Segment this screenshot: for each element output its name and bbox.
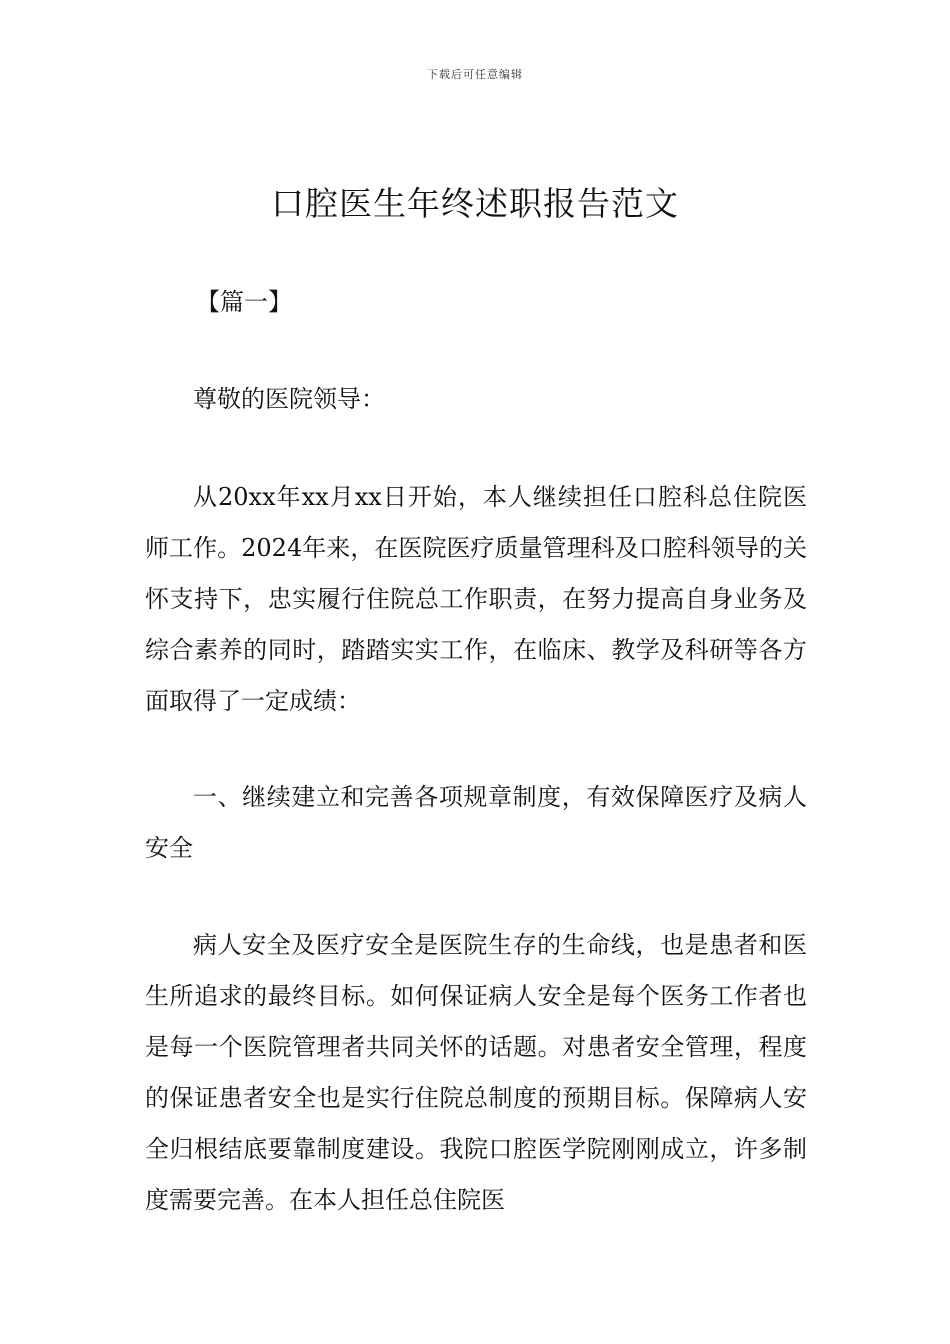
section-heading-one: 一、继续建立和完善各项规章制度，有效保障医疗及病人安全 [145, 783, 807, 862]
paragraph-intro: 从20xx年xx月xx日开始，本人继续担任口腔科总住院医师工作。2024年来，在医院医疗质量管理科及口腔科领导的关怀支持下，忠实履行住院总工作职责，在努力提高自身业务及综合素养的同时，踏踏实实工作，在临床、教学及科研等各方面取得了一定成绩： [145, 483, 807, 715]
section-label: 【篇一】 [196, 288, 292, 316]
salutation: 尊敬的医院领导： [193, 385, 385, 413]
header-note: 下载后可任意编辑 [427, 68, 523, 81]
paragraph-safety: 病人安全及医疗安全是医院生存的生命线，也是患者和医生所追求的最终目标。如何保证病人安全是每个医务工作者也是每一个医院管理者共同关怀的话题。对患者安全管理，程度的保证患者安全也是实行住院总制度的预期目标。保障病人安全归根结底要靠制度建设。我院口腔医学院刚刚成立，许多制度需要完善。在本人担任总住院医 [145, 931, 807, 1214]
document-title: 口腔医生年终述职报告范文 [271, 184, 679, 223]
